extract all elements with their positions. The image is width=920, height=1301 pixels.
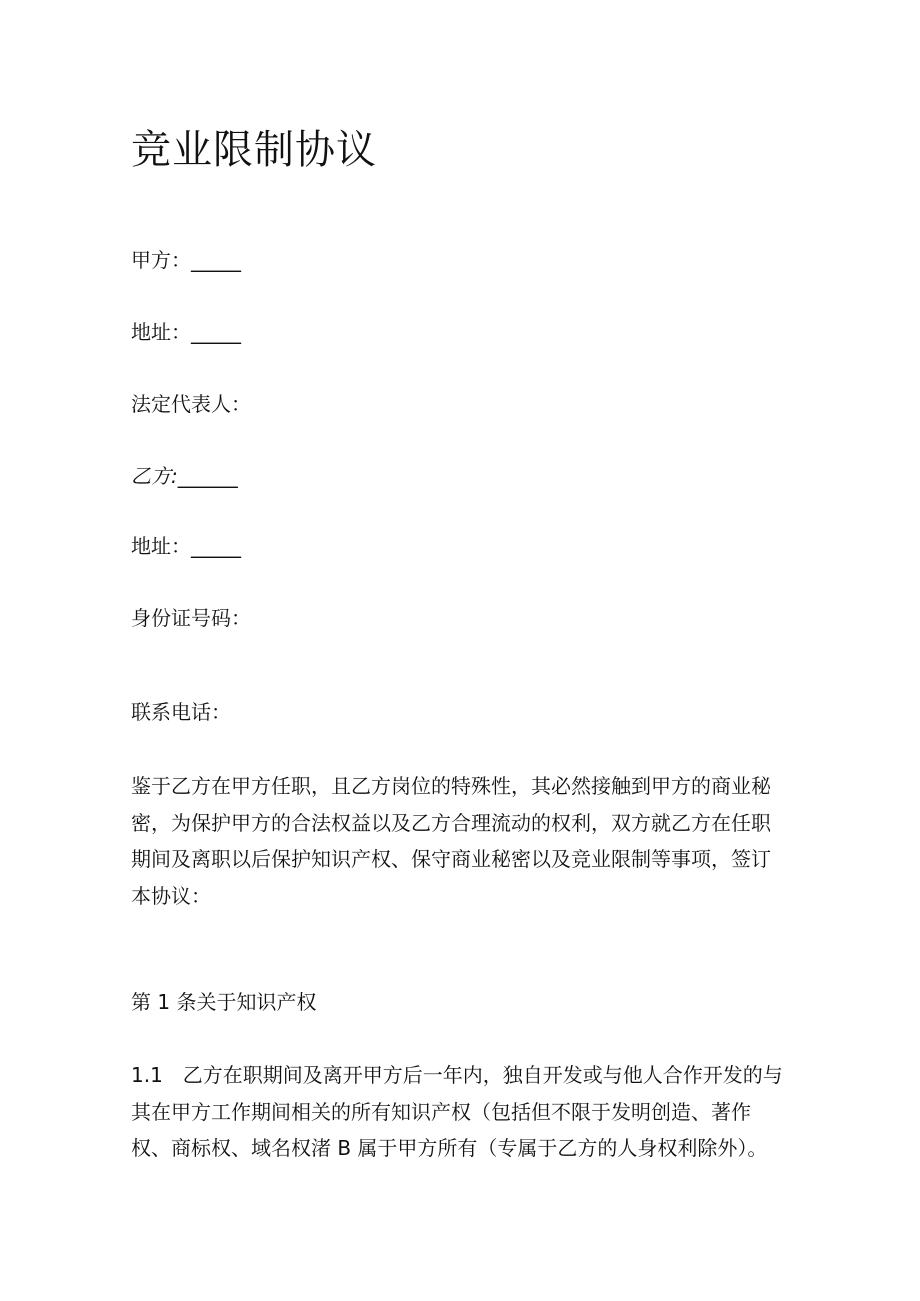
- preamble-paragraph: [131, 768, 791, 914]
- clause-1-1-paragraph: [131, 1057, 791, 1167]
- party-a-field: 甲方：_____: [131, 248, 241, 272]
- party-b-field: 乙方:______: [131, 464, 238, 488]
- preamble-line: 期间及离职以后保护知识产权、保守商业秘密以及竞业限制等事项，签订: [131, 847, 771, 871]
- clause-line: 1.1 乙方在职期间及离开甲方后一年内，独自开发或与他人合作开发的与: [131, 1063, 783, 1087]
- preamble-line: 本协议：: [131, 883, 211, 908]
- preamble-line: 鉴于乙方在甲方任职，且乙方岗位的特殊性，其必然接触到甲方的商业秘: [131, 774, 771, 798]
- clause-line: 权、商标权、域名权渚 B 属于甲方所有（专属于乙方的人身权利除外）。: [131, 1136, 768, 1160]
- id-number-field: 身份证号码：: [131, 606, 251, 630]
- phone-field: 联系电话：: [131, 700, 231, 724]
- preamble-line: 密，为保护甲方的合法权益以及乙方合理流动的权利，双方就乙方在任职: [131, 810, 771, 835]
- clause-line: 其在甲方工作期间相关的所有知识产权（包括但不限于发明创造、著作: [131, 1099, 751, 1124]
- legal-representative-field: 法定代表人：: [131, 392, 251, 416]
- party-b-address-field: 地址：_____: [131, 534, 241, 558]
- article-1-heading: 第 1 条关于知识产权: [131, 990, 317, 1014]
- party-a-address-field: 地址：_____: [131, 320, 241, 344]
- document-title: 竞业限制协议: [131, 127, 377, 173]
